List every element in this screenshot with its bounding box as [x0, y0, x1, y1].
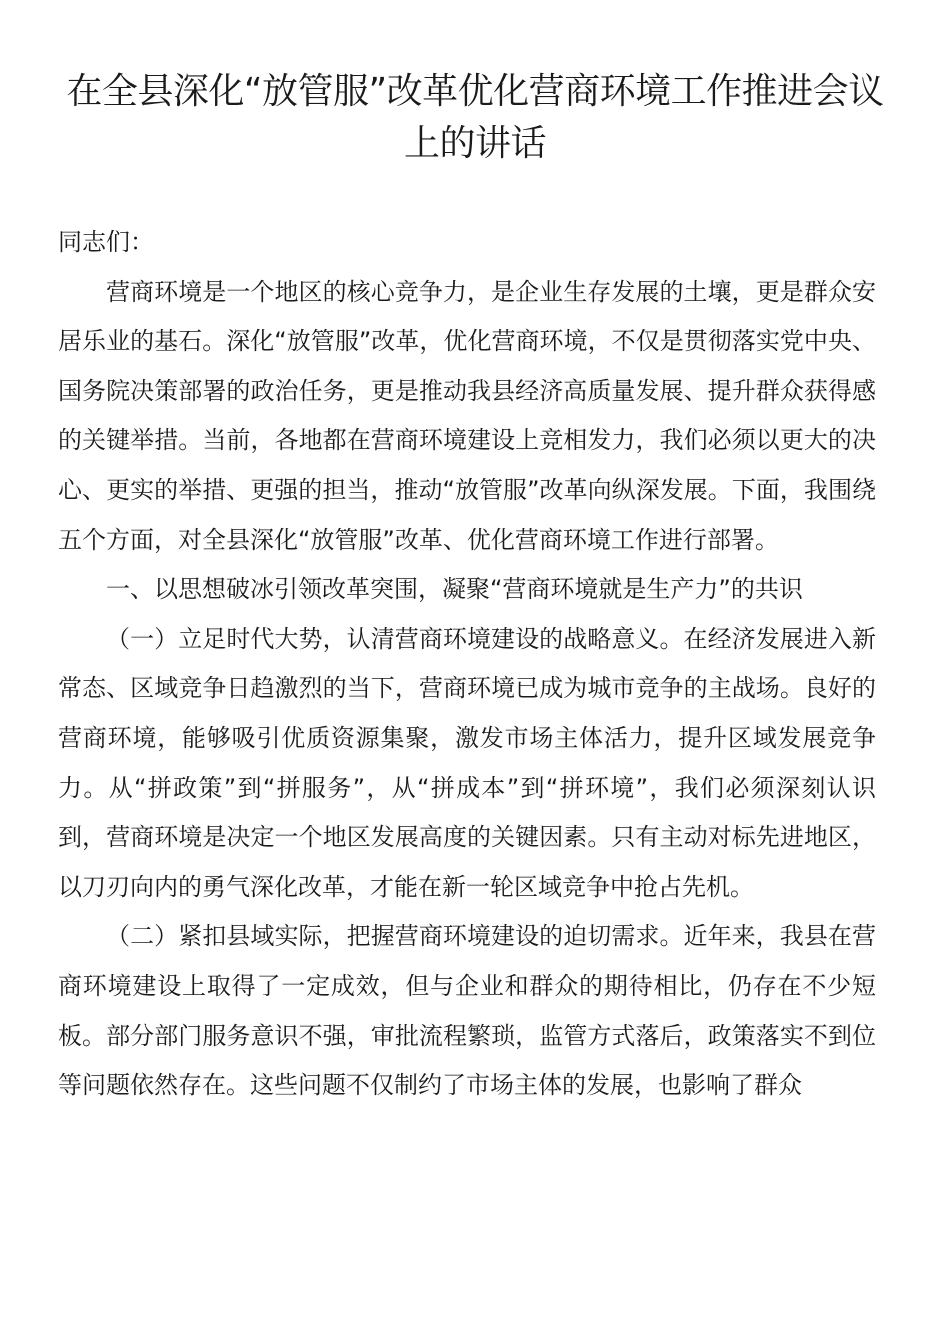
salutation: 同志们：: [58, 228, 154, 256]
paragraph-intro: 营商环境是一个地区的核心竞争力，是企业生存发展的土壤，更是群众安居乐业的基石。深化“放管服”改革，优化营商环境，不仅是贯彻落实党中央、国务院决策部署的政治任务，更是推动我县经济高质量发展、提升群众获得感的关键举措。当前，各地都在营商环境建设上竞相发力，我们必须以更大的决心、更实的举措、更强的担当，推动“放管服”改革向纵深发展。下面，我围绕五个方面，对全县深化“放管服”改革、优化营商环境工作进行部署。: [58, 277, 876, 554]
paragraph-sub-2: （二）紧扣县域实际，把握营商环境建设的迫切需求。近年来，我县在营商环境建设上取得了一定成效，但与企业和群众的期待相比，仍存在不少短板。部分部门服务意识不强，审批流程繁琐，监管方式落后，政策落实不到位等问题依然存在。这些问题不仅制约了市场主体的发展，也影响了群众: [58, 922, 876, 1100]
document-title: 在全县深化“放管服”改革优化营商环境工作推进会议上的讲话: [66, 71, 884, 164]
document-body: [58, 218, 876, 1111]
paragraph-sub-1: （一）立足时代大势，认清营商环境建设的战略意义。在经济发展进入新常态、区域竞争日趋激烈的当下，营商环境已成为城市竞争的主战场。良好的营商环境，能够吸引优质资源集聚，激发市场主体活力，提升区域发展竞争力。从“拼政策”到“拼服务”，从“拼成本”到“拼环境”，我们必须深刻认识到，营商环境是决定一个地区发展高度的关键因素。只有主动对标先进地区，以刀刃向内的勇气深化改革，才能在新一轮区域竞争中抢占先机。: [58, 624, 876, 901]
section-heading-1: 一、以思想破冰引领改革突围，凝聚“营商环境就是生产力”的共识: [106, 575, 803, 604]
